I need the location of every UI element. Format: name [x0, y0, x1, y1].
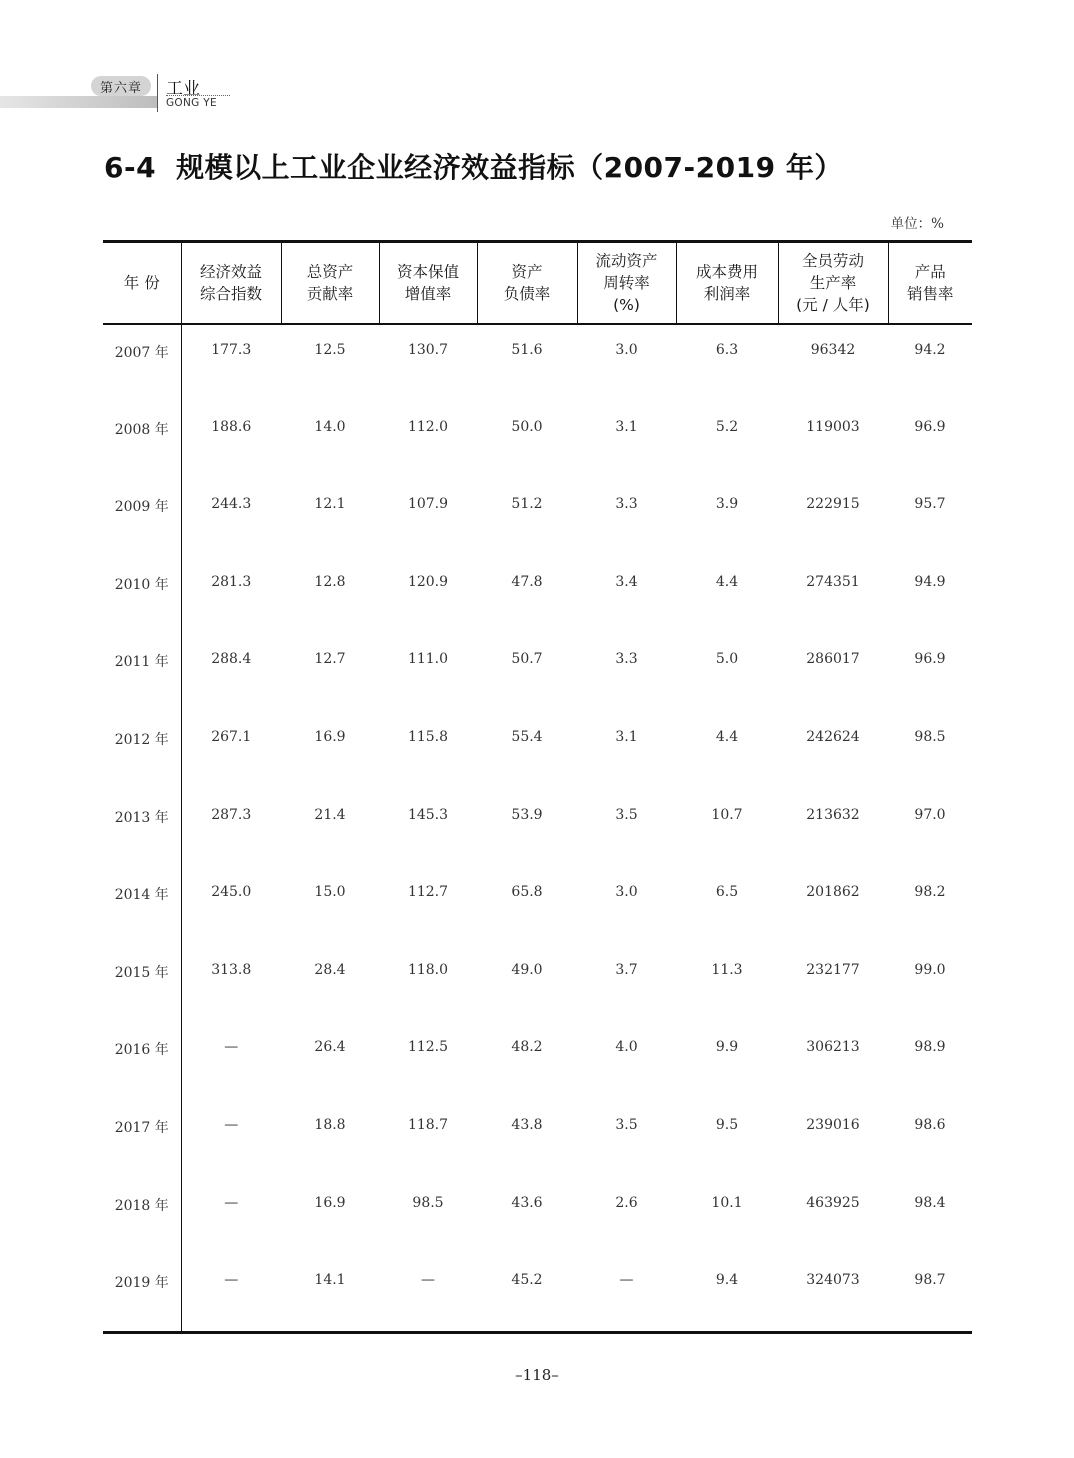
value-cell: 463925 [806, 1194, 860, 1211]
table-title: 规模以上工业企业经济效益指标（2007-2019 年） [176, 151, 843, 184]
value-cell: 306213 [806, 1039, 860, 1056]
value-cell: 274351 [806, 573, 860, 590]
chapter-pinyin: GONG YE [166, 97, 217, 109]
value-cell: 9.4 [676, 1255, 778, 1333]
year-cell: 2017 年 [103, 1100, 181, 1178]
value-cell: 5.2 [715, 418, 739, 435]
value-cell: 16.9 [314, 1194, 346, 1211]
table-row [103, 324, 972, 402]
value-cell: 98.2 [914, 884, 946, 901]
value-cell: 55.4 [511, 728, 543, 745]
value-cell: 5.0 [715, 651, 739, 668]
year-cell: 2013 年 [103, 790, 181, 868]
value-cell: 145.3 [407, 806, 449, 823]
value-cell: 47.8 [511, 573, 543, 590]
table-row [103, 557, 972, 635]
value-cell: 188.6 [211, 418, 252, 435]
table-body [103, 324, 972, 1333]
value-cell: 96.9 [914, 651, 946, 668]
value-cell: 4.0 [615, 1039, 638, 1056]
table-row [103, 867, 972, 945]
value-cell: 239016 [806, 1116, 860, 1133]
value-cell: 26.4 [314, 1039, 346, 1056]
value-cell: 3.0 [615, 884, 638, 901]
value-cell: 14.0 [314, 418, 346, 435]
value-cell: 4.4 [715, 728, 739, 745]
value-cell: 16.9 [314, 728, 346, 745]
value-cell: — [224, 1039, 239, 1056]
value-cell: — [577, 1255, 676, 1333]
value-cell: 98.4 [914, 1194, 946, 1211]
value-cell: 3.1 [615, 728, 638, 745]
value-cell: 3.5 [615, 806, 638, 823]
value-cell: 222915 [806, 496, 860, 513]
indicators-table [103, 240, 972, 1334]
value-cell: 49.0 [511, 961, 543, 978]
chapter-badge: 第六章 [91, 76, 151, 96]
value-cell: 98.9 [914, 1039, 946, 1056]
value-cell: 115.8 [407, 728, 449, 745]
year-cell: 2009 年 [103, 479, 181, 557]
value-cell: 21.4 [314, 806, 346, 823]
value-cell: 3.9 [715, 496, 739, 513]
value-cell: 98.6 [914, 1116, 946, 1133]
value-cell: 118.7 [407, 1116, 449, 1133]
value-cell: 242624 [806, 728, 860, 745]
table-row [103, 1022, 972, 1100]
value-cell: 112.5 [407, 1039, 449, 1056]
value-cell: 45.2 [477, 1255, 577, 1333]
year-cell: 2014 年 [103, 867, 181, 945]
value-cell: 118.0 [407, 961, 449, 978]
value-cell: 97.0 [914, 806, 946, 823]
value-cell: 3.0 [615, 342, 638, 358]
value-cell: 4.4 [715, 573, 739, 590]
year-cell: 2010 年 [103, 557, 181, 635]
value-cell: 286017 [806, 651, 860, 668]
value-cell: 267.1 [211, 728, 252, 745]
value-cell: 213632 [806, 806, 860, 823]
value-cell: 96342 [810, 342, 856, 358]
column-header: 经济效益 综合指数 [181, 242, 281, 325]
value-cell: 324073 [778, 1255, 888, 1333]
value-cell: 130.7 [407, 342, 449, 358]
value-cell: 12.1 [314, 496, 346, 513]
value-cell: 43.6 [511, 1194, 543, 1211]
table-row [103, 945, 972, 1023]
value-cell: 48.2 [511, 1039, 543, 1056]
column-header: 成本费用 利润率 [676, 242, 778, 325]
value-cell: 10.1 [711, 1194, 743, 1211]
value-cell: 313.8 [211, 961, 252, 978]
value-cell: 120.9 [407, 573, 449, 590]
page-number: –118– [515, 1366, 559, 1384]
value-cell: 51.6 [511, 342, 543, 358]
value-cell: 98.5 [412, 1194, 444, 1211]
value-cell: 6.3 [715, 342, 739, 358]
value-cell: 244.3 [211, 496, 252, 513]
value-cell: 6.5 [715, 884, 739, 901]
column-header: 流动资产 周转率 (%) [577, 242, 676, 325]
value-cell: 287.3 [211, 806, 252, 823]
table-header-row [103, 242, 972, 325]
value-cell: 3.3 [615, 496, 638, 513]
year-cell: 2007 年 [103, 324, 181, 402]
value-cell: 3.4 [615, 573, 638, 590]
page-title [104, 146, 843, 186]
value-cell: 119003 [806, 418, 860, 435]
year-cell: 2019 年 [103, 1255, 181, 1333]
column-header: 资产 负债率 [477, 242, 577, 325]
value-cell: 2.6 [615, 1194, 638, 1211]
table-row [103, 790, 972, 868]
value-cell: 11.3 [711, 961, 743, 978]
year-cell: 2008 年 [103, 402, 181, 480]
column-header: 年 份 [103, 242, 181, 325]
value-cell: 96.9 [914, 418, 946, 435]
chapter-bar-decoration [0, 96, 158, 108]
value-cell: 111.0 [407, 651, 449, 668]
table-number: 6-4 [104, 151, 157, 184]
table-row [103, 402, 972, 480]
value-cell: — [224, 1116, 239, 1133]
year-cell: 2018 年 [103, 1178, 181, 1256]
table-row [103, 1100, 972, 1178]
value-cell: 12.5 [314, 342, 346, 358]
value-cell: 9.9 [715, 1039, 739, 1056]
value-cell: 12.7 [314, 651, 346, 668]
table-row [103, 1255, 972, 1333]
value-cell: 12.8 [314, 573, 346, 590]
unit-label: 单位：% [890, 216, 944, 232]
column-header: 总资产 贡献率 [281, 242, 379, 325]
value-cell: 3.7 [615, 961, 638, 978]
value-cell: 98.5 [914, 728, 946, 745]
value-cell: 65.8 [511, 884, 543, 901]
value-cell: 99.0 [914, 961, 946, 978]
value-cell: 232177 [806, 961, 860, 978]
year-cell: 2016 年 [103, 1022, 181, 1100]
value-cell: 94.9 [914, 573, 946, 590]
value-cell: — [224, 1194, 239, 1211]
table-row [103, 634, 972, 712]
value-cell: 245.0 [211, 884, 252, 901]
value-cell: 10.7 [711, 806, 743, 823]
value-cell: 107.9 [407, 496, 449, 513]
chapter-divider [157, 74, 158, 112]
year-cell: 2015 年 [103, 945, 181, 1023]
value-cell: 112.0 [407, 418, 449, 435]
value-cell: 3.1 [615, 418, 638, 435]
year-cell: 2011 年 [103, 634, 181, 712]
value-cell: 28.4 [314, 961, 346, 978]
table-row [103, 479, 972, 557]
value-cell: 43.8 [511, 1116, 543, 1133]
value-cell: 288.4 [211, 651, 252, 668]
column-header: 资本保值 增值率 [379, 242, 477, 325]
value-cell: 201862 [806, 884, 860, 901]
value-cell: 94.2 [914, 342, 946, 358]
column-header: 全员劳动 生产率 (元 / 人年) [778, 242, 888, 325]
value-cell: 50.7 [511, 651, 543, 668]
chapter-name: 工业 [166, 79, 200, 99]
value-cell: 9.5 [715, 1116, 739, 1133]
value-cell: 51.2 [511, 496, 543, 513]
value-cell: 15.0 [314, 884, 346, 901]
value-cell: 3.3 [615, 651, 638, 668]
value-cell: — [181, 1255, 281, 1333]
value-cell: 50.0 [511, 418, 543, 435]
value-cell: 98.7 [888, 1255, 972, 1333]
value-cell: 3.5 [615, 1116, 638, 1133]
value-cell: 14.1 [281, 1255, 379, 1333]
value-cell: 177.3 [211, 342, 252, 358]
year-cell: 2012 年 [103, 712, 181, 790]
value-cell: — [379, 1255, 477, 1333]
value-cell: 18.8 [314, 1116, 346, 1133]
table-row [103, 712, 972, 790]
chapter-dotted-rule [166, 95, 230, 96]
column-header: 产品 销售率 [888, 242, 972, 325]
value-cell: 281.3 [211, 573, 252, 590]
value-cell: 112.7 [407, 884, 449, 901]
table-row [103, 1178, 972, 1256]
value-cell: 53.9 [511, 806, 543, 823]
value-cell: 95.7 [914, 496, 946, 513]
